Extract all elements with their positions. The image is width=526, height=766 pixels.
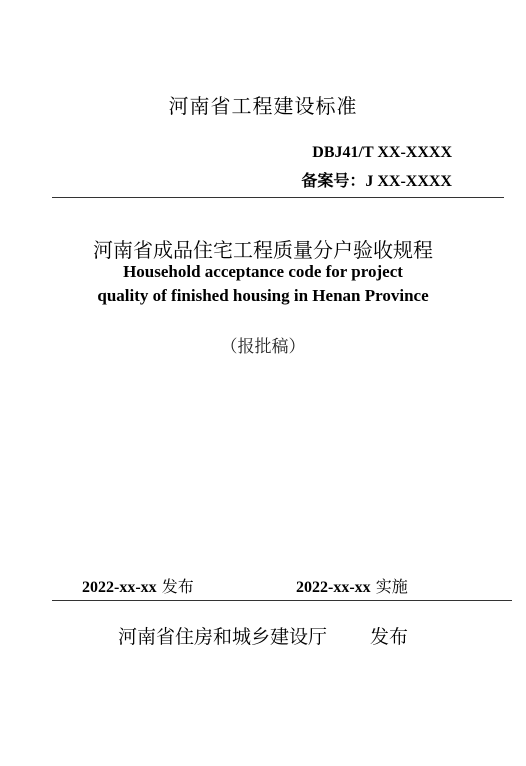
issue-date-value: 2022-xx-xx (82, 579, 157, 596)
effective-date-label: 实施 (375, 577, 408, 596)
standard-category: 河南省工程建设标准 (168, 94, 358, 118)
standard-number: DBJ41/T XX-XXXX (312, 144, 452, 161)
issue-date-label: 发布 (161, 577, 194, 596)
effective-date (296, 574, 408, 597)
effective-date-value: 2022-xx-xx (296, 579, 371, 596)
issuing-authority: 河南省住房和城乡建设厅 (118, 626, 328, 648)
bottom-divider (52, 600, 512, 601)
document-title-cn: 河南省成品住宅工程质量分户验收规程 (93, 238, 433, 262)
issue-word: 发布 (370, 626, 409, 648)
issue-date (82, 574, 194, 597)
filing-number: 备案号：J XX-XXXX (301, 173, 452, 190)
document-title-en-line-1: Household acceptance code for project (123, 262, 403, 281)
draft-status: （报批稿） (220, 337, 306, 357)
top-divider (52, 197, 504, 198)
document-title-en-line-2: quality of finished housing in Henan Province (97, 286, 429, 305)
